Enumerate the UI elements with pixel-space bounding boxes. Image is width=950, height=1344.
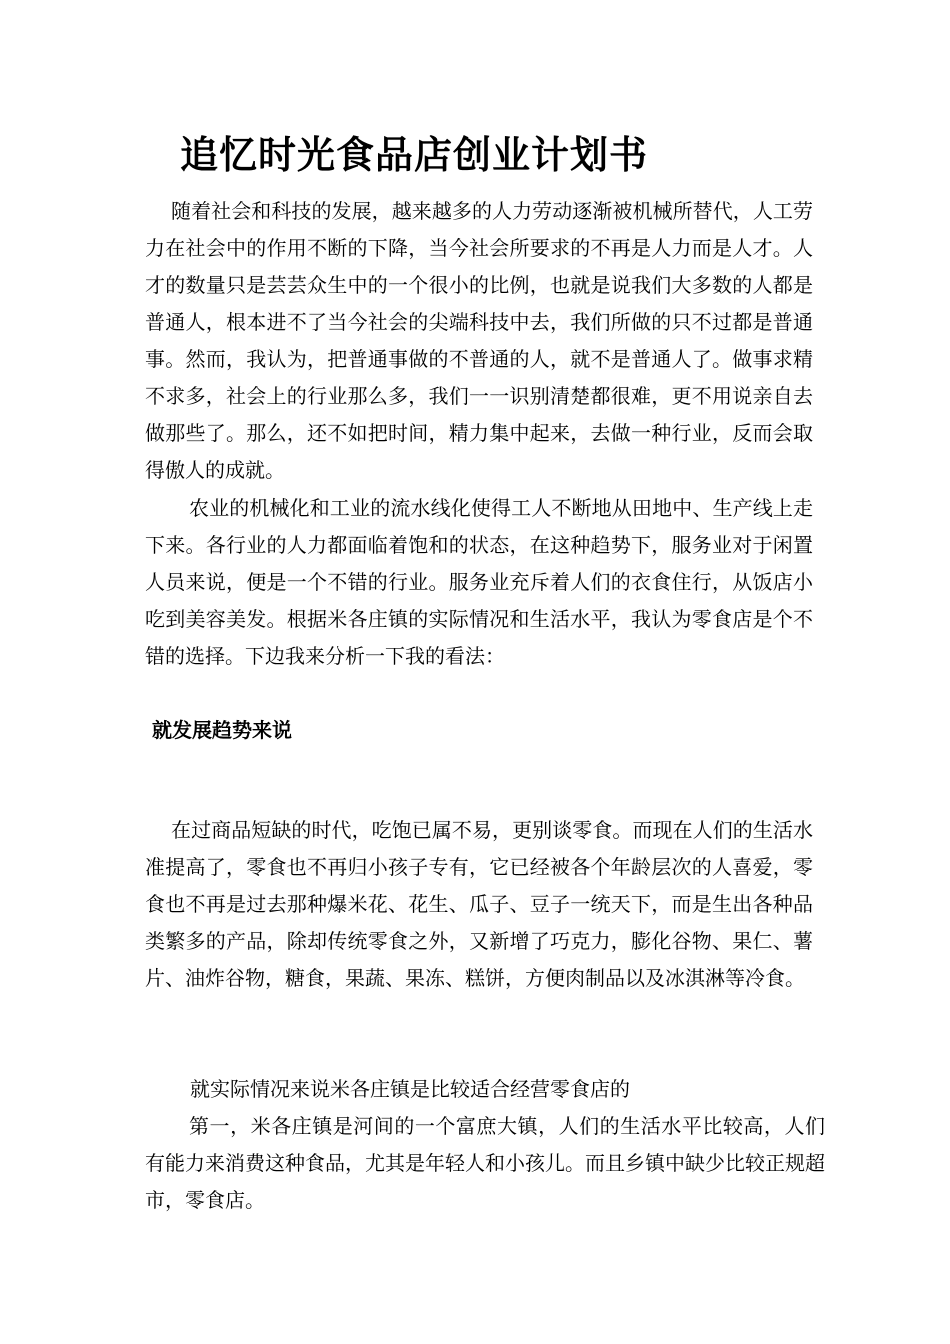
paragraph-first-point: 第一，米各庄镇是河间的一个富庶大镇，人们的生活水平比较高，人们有能力来消费这种食品，尤其是年轻人和小孩儿。而且乡镇中缺少比较正规超市，零食店。 [145, 1114, 825, 1212]
paragraph-snacks: 在过商品短缺的时代，吃饱已属不易，更别谈零食。而现在人们的生活水准提高了，零食也不再归小孩子专有，它已经被各个年龄层次的人喜爱，零食也不再是过去那种爆米花、花生、瓜子、豆子一统天下，而是生出各种品类繁多的产品，除却传统零食之外，又新增了巧克力，膨化谷物、果仁、薯片、油炸谷物，糖食，果蔬、果冻、糕饼，方便肉制品以及冰淇淋等冷食。 [145, 818, 813, 990]
paragraph-intro: 随着社会和科技的发展，越来越多的人力劳动逐渐被机械所替代，人工劳力在社会中的作用不断的下降，当今社会所要求的不再是人力而是人才。人才的数量只是芸芸众生中的一个很小的比例，也就是说我们大多数的人都是普通人，根本进不了当今社会的尖端科技中去，我们所做的只不过都是普通事。然而，我认为，把普通事做的不普通的人，就不是普通人了。做事求精不求多，社会上的行业那么多，我们一一识别清楚都很难，更不用说亲自去做那些了。那么，还不如把时间，精力集中起来，去做一种行业，反而会取得傲人的成就。 [145, 199, 813, 482]
document-title: 追忆时光食品店创业计划书 [180, 132, 649, 177]
paragraph-industry: 农业的机械化和工业的流水线化使得工人不断地从田地中、生产线上走下来。各行业的人力都面临着饱和的状态，在这种趋势下，服务业对于闲置人员来说，便是一个不错的行业。服务业充斥着人们的衣食住行，从饭店小吃到美容美发。根据米各庄镇的实际情况和生活水平，我认为零食店是个不错的选择。下边我来分析一下我的看法： [145, 496, 813, 668]
paragraph-actual-situation: 就实际情况来说米各庄镇是比较适合经营零食店的 [190, 1077, 630, 1101]
section-heading-trend: 就发展趋势来说 [152, 718, 292, 742]
